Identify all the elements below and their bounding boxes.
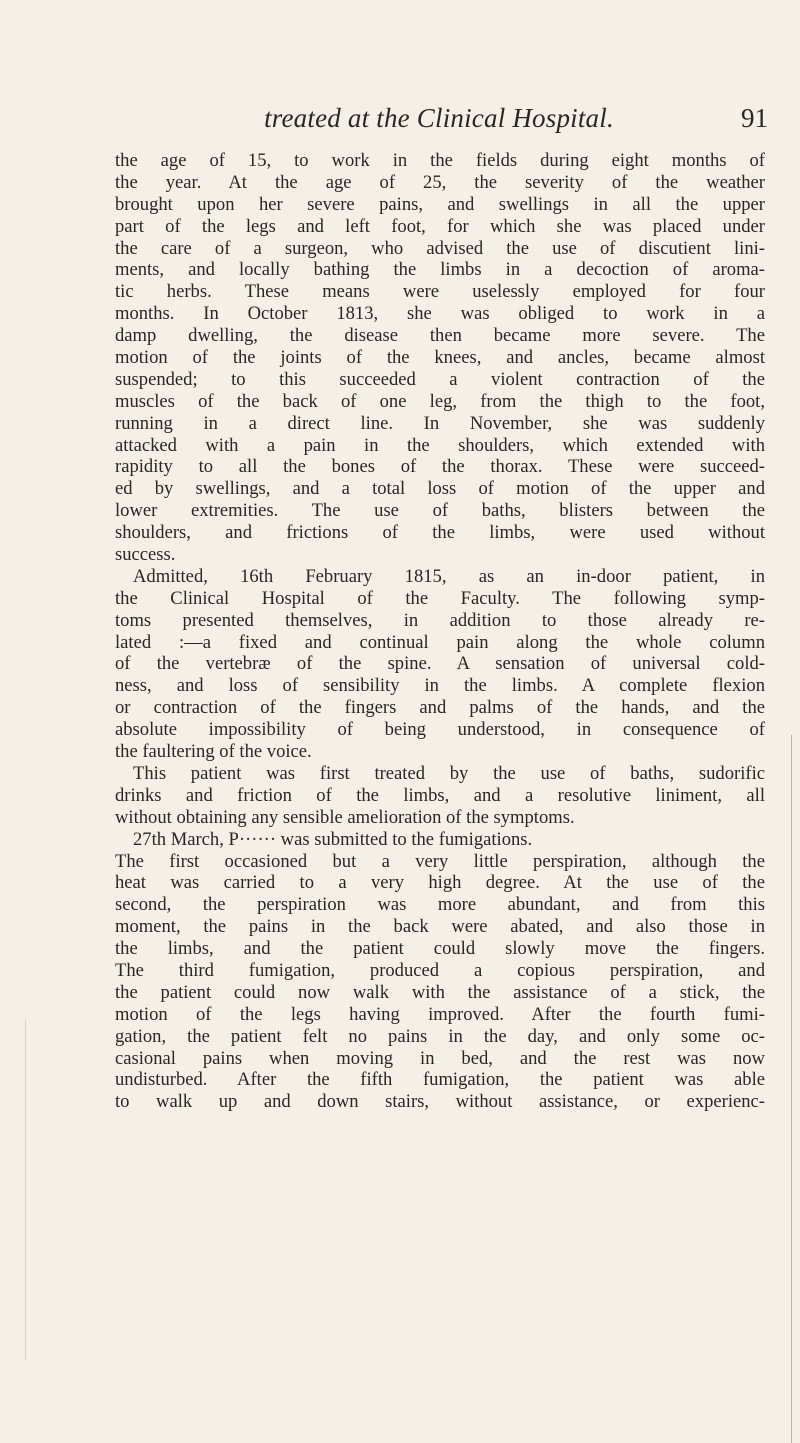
text-line: the care of a surgeon, who advised the use of discutient lini- <box>115 237 765 259</box>
text-line: the age of 15, to work in the fields during eight months of <box>115 150 765 171</box>
running-title: treated at the Clinical Hospital. <box>264 103 614 133</box>
text-line: casional pains when moving in bed, and the rest was now <box>115 1047 765 1069</box>
text-line: muscles of the back of one leg, from the thigh to the foot, <box>115 390 765 412</box>
text-line: suspended; to this succeeded a violent contraction of the <box>115 368 765 390</box>
text-line: shoulders, and frictions of the limbs, were used without <box>115 522 765 544</box>
page-edge-shadow <box>791 735 792 1443</box>
text-line: toms presented themselves, in addition to those already re- <box>115 609 765 631</box>
text-line: moment, the pains in the back were abated, and also those in <box>115 916 765 938</box>
text-line: ness, and loss of sensibility in the limbs. A complete flexion <box>115 675 765 697</box>
text-line: running in a direct line. In November, she was suddenly <box>115 412 765 434</box>
text-line: ments, and locally bathing the limbs in a decoction of aroma- <box>115 259 765 281</box>
text-line: of the vertebræ of the spine. A sensation of universal cold- <box>115 653 765 675</box>
text-line: the limbs, and the patient could slowly move the fingers. <box>115 938 765 960</box>
text-line: Admitted, 16th February 1815, as an in-door patient, in <box>133 565 765 587</box>
running-head <box>110 103 768 137</box>
text-line: lated :—a fixed and continual pain along the whole column <box>115 631 765 653</box>
text-line: second, the perspiration was more abundant, and from this <box>115 894 765 916</box>
text-line: to walk up and down stairs, without assistance, or experienc- <box>115 1091 765 1113</box>
text-line: The third fumigation, produced a copious perspiration, and <box>115 959 765 981</box>
text-line: months. In October 1813, she was obliged to work in a <box>115 303 765 325</box>
text-line: success. <box>115 544 176 566</box>
text-line: drinks and friction of the limbs, and a resolutive liniment, all <box>115 784 765 806</box>
text-line: or contraction of the fingers and palms of the hands, and the <box>115 697 765 719</box>
text-line: the year. At the age of 25, the severity of the weather <box>115 171 765 193</box>
page-number: 91 <box>741 103 768 133</box>
text-line: the Clinical Hospital of the Faculty. The following symp- <box>115 587 765 609</box>
text-line: without obtaining any sensible amelioration of the symptoms. <box>115 806 575 828</box>
text-line: motion of the legs having improved. After the fourth fumi- <box>115 1003 765 1025</box>
text-line: ed by swellings, and a total loss of motion of the upper and <box>115 478 765 500</box>
text-line: undisturbed. After the fifth fumigation, the patient was able <box>115 1069 765 1091</box>
text-line: This patient was first treated by the use of baths, sudorific <box>133 762 765 784</box>
text-line: The first occasioned but a very little perspiration, although the <box>115 850 765 872</box>
text-line: heat was carried to a very high degree. At the use of the <box>115 872 765 894</box>
text-line: 27th March, P······ was submitted to the fumigations. <box>133 828 533 850</box>
text-line: tic herbs. These means were uselessly employed for four <box>115 281 765 303</box>
text-line: gation, the patient felt no pains in the day, and only some oc- <box>115 1025 765 1047</box>
text-line: attacked with a pain in the shoulders, which extended with <box>115 434 765 456</box>
text-line: brought upon her severe pains, and swellings in all the upper <box>115 193 765 215</box>
text-line: the faultering of the voice. <box>115 741 312 763</box>
text-line: damp dwelling, the disease then became more severe. The <box>115 325 765 347</box>
page-edge-mark <box>25 1020 26 1360</box>
text-line: rapidity to all the bones of the thorax. These were succeed- <box>115 456 765 478</box>
text-line: lower extremities. The use of baths, blisters between the <box>115 500 765 522</box>
text-line: the patient could now walk with the assistance of a stick, the <box>115 981 765 1003</box>
body-text <box>115 150 765 1113</box>
text-line: part of the legs and left foot, for which she was placed under <box>115 215 765 237</box>
text-line: absolute impossibility of being understood, in consequence of <box>115 719 765 741</box>
text-line: motion of the joints of the knees, and ancles, became almost <box>115 347 765 369</box>
